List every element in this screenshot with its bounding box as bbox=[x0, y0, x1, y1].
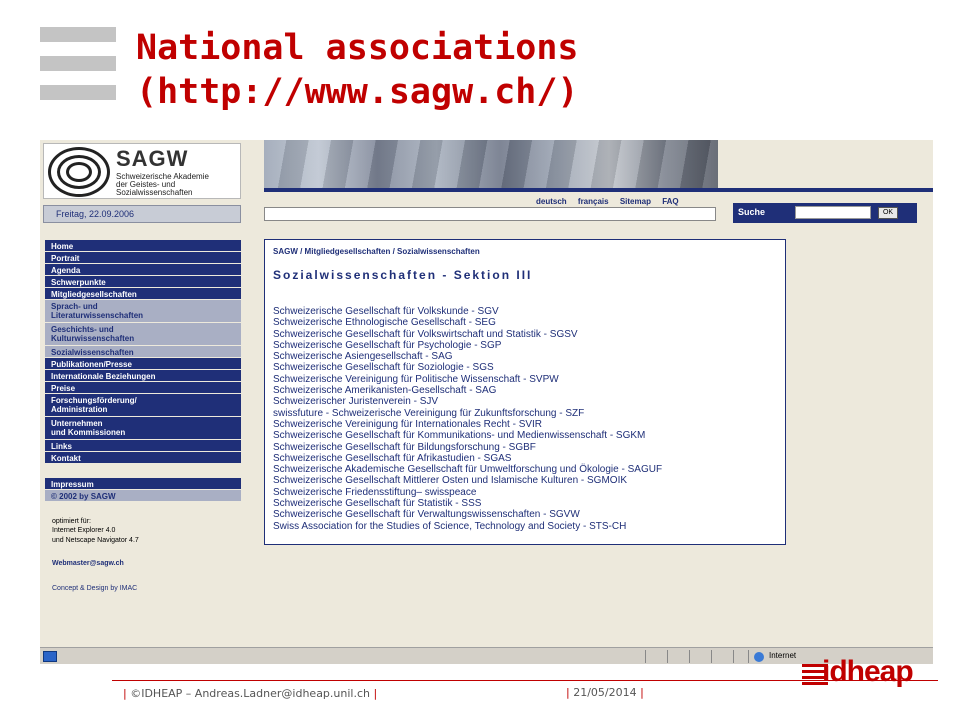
browser-note: Internet Explorer 4.0 bbox=[52, 527, 116, 534]
sidebar-item-forschung[interactable]: Forschungsförderung/ Administration bbox=[45, 394, 241, 417]
link-francais[interactable]: français bbox=[577, 197, 609, 206]
link-deutsch[interactable]: deutsch bbox=[536, 197, 567, 206]
sidebar-item-impressum[interactable]: Impressum bbox=[45, 478, 241, 490]
globe-icon bbox=[754, 652, 764, 662]
sidebar-item-unternehmen[interactable]: Unternehmen und Kommissionen bbox=[45, 417, 241, 440]
url-bar[interactable] bbox=[264, 207, 716, 221]
website-screenshot bbox=[40, 140, 933, 664]
association-link[interactable]: Schweizerische Gesellschaft für Bildungsforschung - SGBF bbox=[273, 441, 536, 453]
menu-bars-icon bbox=[40, 27, 116, 114]
page-title bbox=[136, 26, 936, 114]
search-input[interactable] bbox=[795, 206, 871, 219]
sidebar-item-preise[interactable]: Preise bbox=[45, 382, 241, 394]
association-list bbox=[273, 306, 778, 532]
idheap-logo: idheap bbox=[822, 655, 913, 688]
association-link[interactable]: Swiss Association for the Studies of Science, Technology and Society - STS-CH bbox=[273, 520, 627, 532]
association-link[interactable]: Schweizerische Vereinigung für Internationales Recht - SVIR bbox=[273, 418, 543, 430]
browser-note: und Netscape Navigator 4.7 bbox=[52, 537, 139, 544]
search-box bbox=[733, 203, 917, 223]
sidebar-item-home[interactable]: Home bbox=[45, 240, 241, 252]
search-label: Suche bbox=[738, 207, 766, 217]
page-title-line2: (http://www.sagw.ch/) bbox=[136, 72, 579, 112]
breadcrumb[interactable]: SAGW / Mitgliedgesellschaften / Sozialwissenschaften bbox=[273, 247, 480, 256]
sidebar-item-portrait[interactable]: Portrait bbox=[45, 252, 241, 264]
webmaster-link[interactable]: Webmaster@sagw.ch bbox=[52, 560, 124, 567]
credits-link[interactable]: Concept & Design by IMAC bbox=[52, 585, 138, 592]
main-content-panel bbox=[264, 239, 786, 545]
header-banner-image bbox=[264, 140, 718, 188]
footer-author-text: ©IDHEAP – Andreas.Ladner@idheap.unil.ch bbox=[130, 687, 370, 700]
footer-date: | 21/05/2014 | bbox=[566, 686, 644, 699]
section-title: Sozialwissenschaften - Sektion III bbox=[273, 268, 533, 282]
sidebar-nav bbox=[45, 240, 241, 502]
search-ok-button[interactable]: OK bbox=[878, 207, 898, 219]
sidebar-item-publikationen[interactable]: Publikationen/Presse bbox=[45, 358, 241, 370]
association-link[interactable]: Schweizerische Gesellschaft für Soziologie - SGS bbox=[273, 362, 494, 374]
association-link[interactable]: Schweizerische Friedensstiftung– swisspeace bbox=[273, 486, 477, 498]
browser-note: optimiert für: bbox=[52, 518, 91, 525]
copyright-note: © 2002 by SAGW bbox=[45, 490, 241, 502]
sidebar-item-geschichts[interactable]: Geschichts- und Kulturwissenschaften bbox=[45, 323, 241, 346]
sidebar-item-kontakt[interactable]: Kontakt bbox=[45, 452, 241, 464]
sidebar-item-sozialwissenschaften[interactable]: Sozialwissenschaften bbox=[45, 346, 241, 358]
page-done-icon bbox=[43, 651, 57, 662]
sidebar-item-mitgliedgesellschaften[interactable]: Mitgliedgesellschaften bbox=[45, 288, 241, 300]
association-link[interactable]: Schweizerische Amerikanisten-Gesellschaft - SAG bbox=[273, 385, 497, 397]
association-link[interactable]: Schweizerische Vereinigung für Politische Wissenschaft - SVPW bbox=[273, 373, 559, 385]
association-link[interactable]: Schweizerische Gesellschaft für Verwaltungswissenschaften - SGVW bbox=[273, 509, 580, 521]
association-link[interactable]: Schweizerische Asiengesellschaft - SAG bbox=[273, 351, 453, 363]
logo-subtitle-line: Schweizerische Akademie bbox=[116, 172, 209, 181]
footer-author: | ©IDHEAP – Andreas.Ladner@idheap.unil.ch | bbox=[123, 687, 378, 700]
association-link[interactable]: Schweizerische Ethnologische Gesellschaft - SEG bbox=[273, 317, 496, 329]
sidebar-item-links[interactable]: Links bbox=[45, 440, 241, 452]
logo-subtitle-line: Sozialwissenschaften bbox=[116, 188, 193, 197]
association-link[interactable]: Schweizerische Gesellschaft für Statistik - SSS bbox=[273, 498, 482, 510]
association-link[interactable]: Schweizerische Gesellschaft für Kommunikations- und Medienwissenschaft - SGKM bbox=[273, 430, 646, 442]
association-link[interactable]: swissfuture - Schweizerische Vereinigung für Zukunftsforschung - SZF bbox=[273, 407, 585, 419]
date-display: Freitag, 22.09.2006 bbox=[43, 205, 241, 223]
sidebar-item-agenda[interactable]: Agenda bbox=[45, 264, 241, 276]
browser-status-bar bbox=[40, 647, 933, 664]
sidebar-item-international[interactable]: Internationale Beziehungen bbox=[45, 370, 241, 382]
sidebar-item-sprach[interactable]: Sprach- und Literaturwissenschaften bbox=[45, 300, 241, 323]
association-link[interactable]: Schweizerischer Juristenverein - SJV bbox=[273, 396, 439, 408]
link-sitemap[interactable]: Sitemap bbox=[619, 197, 651, 206]
security-zone-label: Internet bbox=[769, 651, 797, 660]
language-links bbox=[536, 197, 688, 206]
sidebar-item-schwerpunkte[interactable]: Schwerpunkte bbox=[45, 276, 241, 288]
association-link[interactable]: Schweizerische Gesellschaft für Volkskunde - SGV bbox=[273, 306, 499, 317]
logo-subtitle bbox=[116, 173, 240, 197]
footer-date-text: 21/05/2014 bbox=[573, 686, 637, 699]
labyrinth-icon bbox=[48, 147, 110, 197]
logo-subtitle-line: der Geistes- und bbox=[116, 180, 176, 189]
logo-name: SAGW bbox=[116, 146, 189, 171]
association-link[interactable]: Schweizerische Gesellschaft für Afrikastudien - SGAS bbox=[273, 452, 512, 464]
link-faq[interactable]: FAQ bbox=[662, 197, 679, 206]
association-link[interactable]: Schweizerische Gesellschaft für Volkswirtschaft und Statistik - SGSV bbox=[273, 328, 578, 340]
page-title-line1: National associations bbox=[136, 28, 579, 68]
association-link[interactable]: Schweizerische Gesellschaft Mittlerer Osten und Islamische Kulturen - SGMOIK bbox=[273, 475, 628, 487]
association-link[interactable]: Schweizerische Gesellschaft für Psychologie - SGP bbox=[273, 339, 502, 351]
association-link[interactable]: Schweizerische Akademische Gesellschaft für Umweltforschung und Ökologie - SAGUF bbox=[273, 464, 663, 476]
header-divider bbox=[264, 188, 933, 192]
sagw-logo[interactable] bbox=[43, 143, 241, 199]
